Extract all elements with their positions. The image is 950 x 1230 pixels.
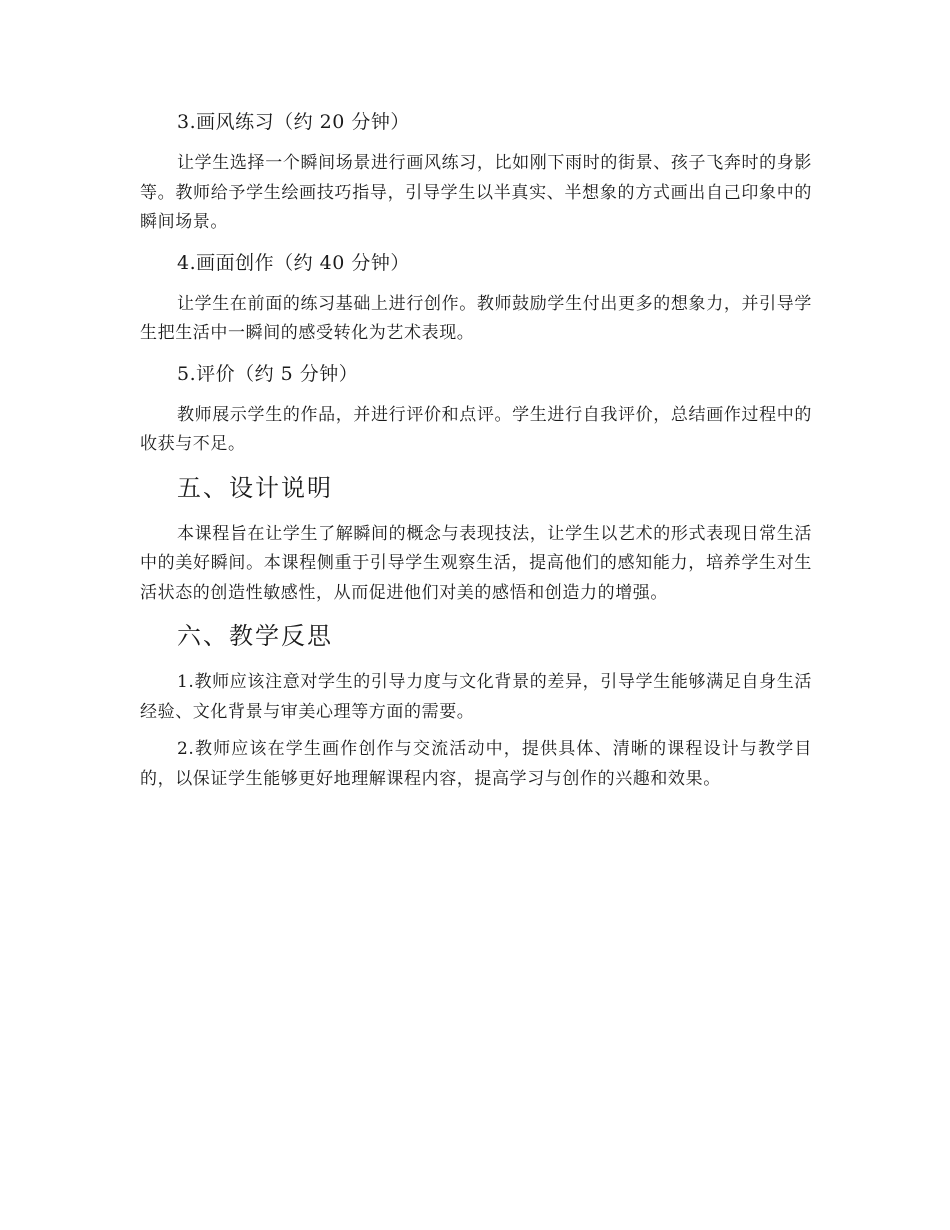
- reflection-item: 2.教师应该在学生画作创作与交流活动中，提供具体、清晰的课程设计与教学目的，以保证学生能够更好地理解课程内容，提高学习与创作的兴趣和效果。: [140, 739, 812, 789]
- step5-heading: 5.评价（约 5 分钟）: [177, 362, 359, 385]
- design-body: 本课程旨在让学生了解瞬间的概念与表现技法，让学生以艺术的形式表现日常生活中的美好瞬间。本课程侧重于引导学生观察生活，提高他们的感知能力，培养学生对生活状态的创造性敏感性，从而促进他们对美的感悟和创造力的增强。: [140, 523, 812, 603]
- design-heading: 五、设计说明: [177, 473, 333, 502]
- reflection-item: 1.教师应该注意对学生的引导力度与文化背景的差异，引导学生能够满足自身生活经验、文化背景与审美心理等方面的需要。: [140, 672, 812, 722]
- step3-body: 让学生选择一个瞬间场景进行画风练习，比如刚下雨时的街景、孩子飞奔时的身影等。教师给予学生绘画技巧指导，引导学生以半真实、半想象的方式画出自己印象中的瞬间场景。: [140, 153, 812, 232]
- document-page: [140, 105, 812, 802]
- step5-body: 教师展示学生的作品，并进行评价和点评。学生进行自我评价，总结画作过程中的收获与不足。: [140, 404, 812, 454]
- step4-heading: 4.画面创作（约 40 分钟）: [177, 251, 410, 274]
- reflection-heading: 六、教学反思: [177, 622, 333, 650]
- step4-body: 让学生在前面的练习基础上进行创作。教师鼓励学生付出更多的想象力，并引导学生把生活中一瞬间的感受转化为艺术表现。: [140, 293, 812, 343]
- step3-heading: 3.画风练习（约 20 分钟）: [177, 111, 410, 133]
